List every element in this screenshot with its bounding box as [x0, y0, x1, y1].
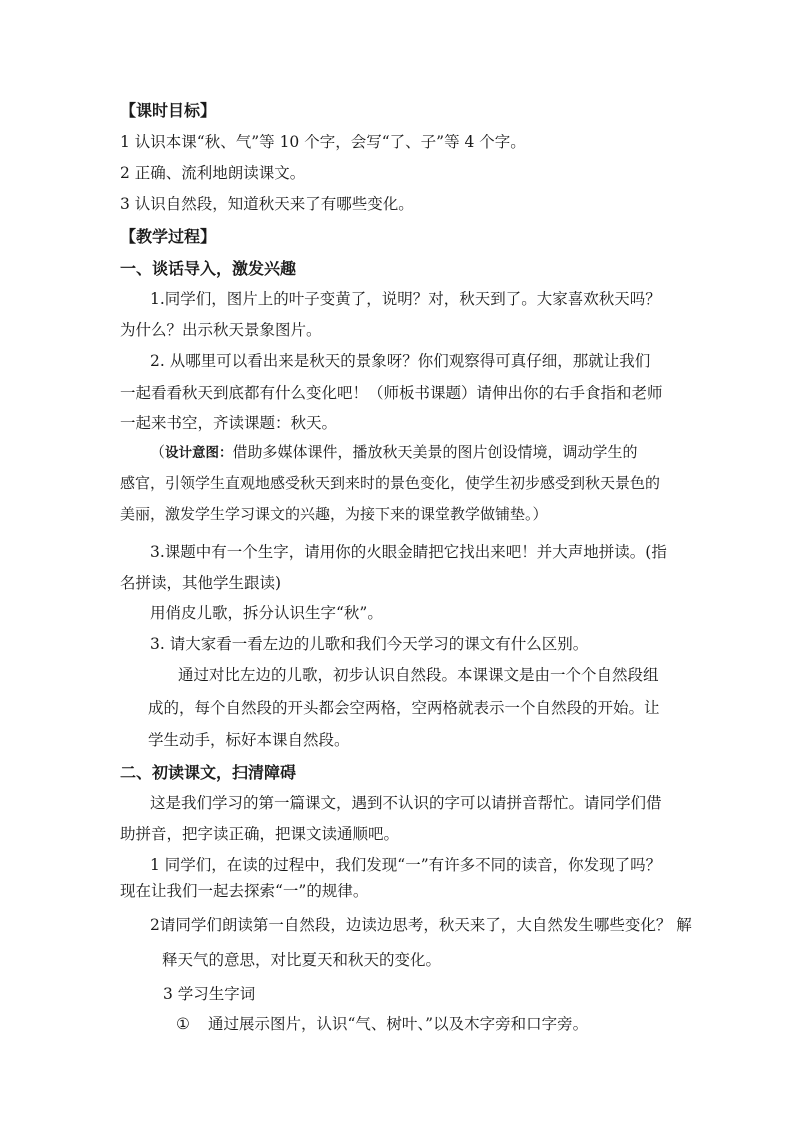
process-heading: 【教学过程】: [120, 227, 217, 246]
section2-p2-line1: 1 同学们，在读的过程中，我们发现“一”有许多不同的读音，你发现了吗？: [150, 856, 662, 874]
section1-p5: 3. 请大家看一看左边的儿歌和我们今天学习的课文有什么区别。: [150, 635, 589, 653]
section1-p3-line2: 名拼读，其他学生跟读): [120, 574, 282, 592]
section1-p6-line2: 成的，每个自然段的开头都会空两格，空两格就表示一个自然段的开始。让: [148, 699, 660, 717]
objective-2: 2 正确、流利地朗读课文。: [120, 164, 306, 182]
section1-p6-line1: 通过对比左边的儿歌，初步认识自然段。本课课文是由一个个自然段组: [178, 666, 659, 684]
section1-p3-line1: 3.课题中有一个生字，请用你的火眼金睛把它找出来吧！并大声地拼读。(指: [150, 543, 667, 561]
section2-title: 二、初读课文，扫清障碍: [120, 763, 297, 782]
section2-p1-line2: 助拼音，把字读正确，把课文读通顺吧。: [120, 825, 400, 843]
design-note-label: 设计意图：: [165, 445, 233, 461]
design-note-line3: 美丽，激发学生学习课文的兴趣，为接下来的课堂教学做铺垫。）: [120, 505, 548, 523]
section2-p2-line2: 现在让我们一起去探索“一”的规律。: [120, 882, 369, 900]
design-note-line1: （设计意图：借助多媒体课件，播放秋天美景的图片创设情境，调动学生的: [150, 443, 638, 461]
section1-p1-line1: 1.同学们，图片上的叶子变黄了，说明？对，秋天到了。大家喜欢秋天吗？: [150, 290, 661, 308]
section2-p1-line1: 这是我们学习的第一篇课文，遇到不认识的字可以请拼音帮忙。请同学们借: [150, 794, 662, 812]
section1-p2-line3: 一起来书空，齐读课题：秋天。: [120, 414, 338, 432]
section2-p4: 3 学习生字词: [163, 985, 256, 1003]
objectives-heading: 【课时目标】: [120, 101, 217, 120]
section1-p2-line2: 一起看看秋天到底都有什么变化吧！（师板书课题）请伸出你的右手食指和老师: [120, 384, 663, 402]
objective-1: 1 认识本课“秋、气”等 10 个字，会写“了、子”等 4 个字。: [120, 133, 526, 151]
section2-p5-marker: ①: [176, 1015, 190, 1033]
section2-p5: 通过展示图片，认识“气、树叶、”以及木字旁和口字旁。: [208, 1015, 589, 1033]
section1-p1-line2: 为什么？出示秋天景象图片。: [120, 321, 322, 339]
section1-p6-line3: 学生动手，标好本课自然段。: [148, 731, 350, 749]
section1-title: 一、谈话导入，激发兴趣: [120, 259, 297, 278]
section1-p2-line1: 2. 从哪里可以看出来是秋天的景象呀？你们观察得可真仔细，那就让我们: [150, 352, 651, 370]
section2-p3-line2: 释天气的意思，对比夏天和秋天的变化。: [162, 951, 442, 969]
objective-3: 3 认识自然段，知道秋天来了有哪些变化。: [120, 195, 414, 213]
section2-p3-line1: 2请同学们朗读第一自然段，边读边思考，秋天来了，大自然发生哪些变化？ 解: [150, 916, 692, 934]
section1-p4: 用俏皮儿歌，拆分认识生字“秋”。: [150, 604, 383, 622]
design-note-line2: 感官，引领学生直观地感受秋天到来时的景色变化，使学生初步感受到秋天景色的: [120, 474, 661, 492]
